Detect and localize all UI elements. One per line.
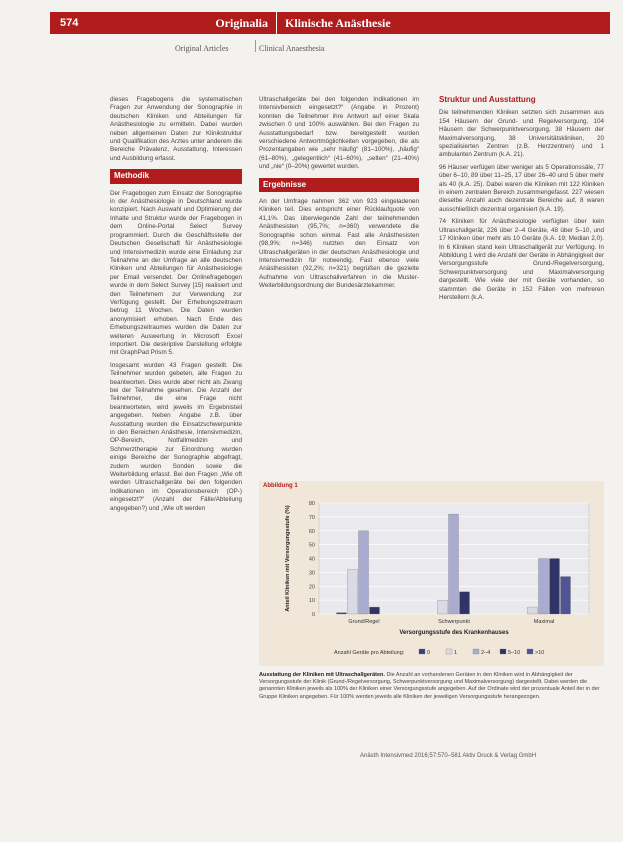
- legend-label: 1: [454, 650, 458, 656]
- text-column-1: [110, 96, 242, 517]
- legend-title: Anzahl Geräte pro Abteilung:: [334, 650, 405, 656]
- bar: [337, 613, 347, 614]
- page-number: 574: [60, 17, 79, 29]
- legend-label: >10: [535, 650, 545, 656]
- ergebnisse-paragraph: An der Umfrage nahmen 362 von 923 eingeladenen Kliniken teil. Dies entspricht einer Rücklaufquote von 41,1%. Das überwiegende Zahl der teilnehmenden Anästhesisten (95,7%; n=360) verwendete die Sonographie schon einmal. Fast alle Anästhesisten (98,9%; n=346) nutzten den Einsatz von Ultraschallgeräten in der deutschen Anästhesiologie und Intensivmedizin für notwendig. Fast ebenso viele Anästhesisten (92,2%; n=321) begrüßen die gezielte Aufnahme von Ultraschallverfahren in die Muster-Weiterbildungsordnung der Bundesärztekammer.: [259, 198, 419, 290]
- y-tick-label: 40: [308, 556, 315, 563]
- bar: [460, 592, 470, 614]
- subcategory-title: Klinische Anästhesie: [285, 15, 391, 30]
- caption-title: Ausstattung der Kliniken mit Ultraschallgeräten.: [259, 672, 385, 678]
- bar: [348, 570, 358, 614]
- section-heading-ergebnisse: Ergebnisse: [259, 178, 419, 192]
- methodik-paragraph-1: Der Fragebogen zum Einsatz der Sonographie in der Anästhesiologie in Deutschland wurde konzipiert. Nach Auswahl und Optimierung der Inhalte und Struktur wurde der Fragebogen in dem Online-Portal Select Survey programmiert. Durch die Geschäftsstelle der Deutschen Gesellschaft für Anästhesiologie und Intensivmedizin wurde eine Einladung zur Teilnahme an der Umfrage an alle deutschen Kliniken und Abteilungen für Anästhesiologie per Email versendet. Der Onlinefragebogen wurde in dem Select Survey [15] realisiert und den Teilnehmern zur Verwendung zur Verfügung gestellt. Der Erhebungszeitraum betrug 11 Wochen. Die Daten wurden anonymisiert erhoben. Nach Ende des Erhebungszeitraumes wurden die Daten zur weiteren Auswertung in Microsoft Excel importiert. Die deskriptive Darstellung erfolgte mit GraphPad Prism 5.: [110, 189, 242, 357]
- x-tick-label: Maximal: [533, 619, 555, 625]
- bar: [359, 531, 369, 614]
- running-head-left: Original Articles: [175, 44, 229, 53]
- y-tick-label: 50: [308, 542, 315, 549]
- x-axis-title: Versorgungsstufe des Krankenhauses: [399, 630, 509, 636]
- bar: [539, 559, 549, 615]
- bar: [370, 607, 380, 614]
- x-tick-label: Grund/Regel: [348, 619, 380, 625]
- bar: [438, 600, 448, 614]
- methodik-paragraph-2: Insgesamt wurden 43 Fragen gestellt. Die Teilnehmer wurden gebeten, alle Fragen zu beantworten. Dies wurde aber nicht als Zwang bei der Teilnahme gesehen. Die Anzahl der Teilnehmer, die eine Frage nicht beantworteten, wird jeweils im Ergebnisteil angegeben. Neben Angabe z.B. über Ausstattung wurden die Einsatzschwerpunkte in den Bereichen Anästhesie, Intensivmedizin, OP-Bereich, Notfallmedizin und Schmerztherapie zur Einordnung wurden einige Bereiche der Sonographie abgefragt, zudem wurden Sonden sowie die Weiterbildung erfasst. Bei den Fragen „Wie oft werden Ultraschallgeräte bei den folgenden Indikationen im Operationsbereich (OP-) eingesetzt?“ (Anzahl der Fälle/Abteilung angegeben?) und „Wie oft werden: [110, 361, 242, 512]
- figure-1: [259, 481, 604, 666]
- y-tick-label: 0: [311, 612, 315, 618]
- legend-swatch: [446, 649, 452, 654]
- y-tick-label: 10: [308, 598, 315, 605]
- y-tick-label: 20: [308, 584, 315, 591]
- x-tick-label: Schwerpunkt: [438, 619, 470, 625]
- y-tick-label: 70: [308, 514, 315, 521]
- legend-swatch: [500, 649, 506, 654]
- category-title: Originalia: [215, 15, 268, 30]
- y-tick-label: 60: [308, 528, 315, 535]
- text-column-3: [439, 96, 604, 306]
- legend-swatch: [527, 649, 533, 654]
- running-head-divider: [255, 40, 256, 52]
- section-heading-methodik: Methodik: [110, 169, 242, 183]
- legend-swatch: [473, 649, 479, 654]
- y-axis-title: Anteil Kliniken mit Versorgungsstufe (%): [285, 505, 291, 612]
- bar-chart: [259, 481, 604, 666]
- figure-caption: [259, 672, 604, 701]
- y-tick-label: 80: [308, 501, 315, 507]
- bar: [561, 577, 571, 614]
- bar: [550, 559, 560, 615]
- legend-label: 2–4: [481, 650, 491, 656]
- legend-label: 5–10: [508, 650, 521, 656]
- struktur-paragraph-3: 74 Kliniken für Anästhesiologie verfügten über kein Ultraschallgerät, 226 über 2–4 Geräte, 48 über 5–10, und 17 Kliniken über mehr als 10 Geräte (k.A. 19; Median 2,0). In 6 Kliniken stand kein Ultraschallgerät zur Verfügung. In Abbildung 1 wird die Anzahl der Geräte in Abhängigkeit der Versorgungsstufe Grund-/Regelversorgung, Schwerpunktversorgung und Maximalversorgung dargestellt. Wie viele der mit Geräte vorhanden, so stammten die Geräte in 152 Fällen von mehreren Herstellern (k.A.: [439, 218, 604, 301]
- running-head-right: Clinical Anaesthesia: [259, 44, 325, 53]
- bar: [449, 514, 459, 614]
- intro-paragraph: dieses Fragebogens die systematischen Fragen zur Anwendung der Sonographie in deutschen Kliniken und Abteilungen für Anästhesiologie zu ermitteln. Dabei wurden neben allgemeinen Daten zur Klinikstruktur und Qualifikation des Arztes unter anderem die Bereiche Prävalenz, Ausstattung, Interessen und Ausbildung erfasst.: [110, 96, 242, 162]
- bar: [528, 607, 538, 614]
- journal-header-band: [50, 12, 610, 34]
- scale-paragraph: Ultraschallgeräte bei den folgenden Indikationen im Intensivbereich eingesetzt?“ (Angabe in Prozent) konnten die Teilnehmer ihre Antwort auf einer Skala zwischen 0 und 100% auswählen. Bei den Fragen zu Ausstattungsbedarf bzw. bereitgestellt wurden verschiedene Antwortmöglichkeiten vorgegeben, die als Prozentangaben wie „sehr häufig“ (81–100%), „häufig“ (61–80%), „gelegentlich“ (41–60%), „selten“ (21–40%) und „nie“ (0–20%) gewertet wurden.: [259, 96, 419, 171]
- legend-label: 0: [427, 650, 431, 656]
- text-column-2: [259, 96, 419, 295]
- section-heading-struktur: Struktur und Ausstattung: [439, 95, 536, 104]
- struktur-paragraph-1: Die teilnehmenden Kliniken setzten sich zusammen aus 154 Häusern der Grund- und Regelversorgung, 104 Häusern der Schwerpunktversorgung, 38 Häusern der Maximalversorgung, 38 Universitätskliniken, 20 spezialisierten Zentren (z.B. Herzzentren) und 1 ambulanten Zentrum (k.A. 21).: [439, 109, 604, 159]
- caption-text: Die Anzahl an vorhandenen Geräten in den Kliniken wird in Abhängigkeit der Versorgungsstufe der Klinik (Grund-/Regelversorgung, Schwerpunktversorgung und Maximalversorgung) dargestellt. Dabei werden die genannten Kliniken jeweils als 100% der Kliniken einer Versorgungsstufe angegeben. Auf der Ordinate wird der prozentuale Anteil der in der Gruppe Kliniken angegeben. Für 100% werden jeweils alle Kliniken der jeweiligen Versorgungsstufe herangezogen.: [259, 672, 600, 700]
- figure-label: Abbildung 1: [263, 483, 298, 489]
- y-tick-label: 30: [308, 570, 315, 577]
- struktur-paragraph-2: 96 Häuser verfügen über weniger als 5 Operationssäle, 77 über 6–10, 89 über 11–25, 17 über 26–40 und 5 über mehr als 40 (k.A. 25). Dabei waren die Kliniken mit 122 Kliniken in einem zentralen Bereich zusammengefasst. 227 wiesen dieselbe Anzahl auch dezentrale Bereiche auf, 8 waren ausschließlich dezentral organisiert (k.A. 19).: [439, 163, 604, 213]
- legend-swatch: [419, 649, 425, 654]
- page-footer: Anästh Intensivmed 2016;57:570–581 Aktiv Druck & Verlag GmbH: [360, 753, 537, 759]
